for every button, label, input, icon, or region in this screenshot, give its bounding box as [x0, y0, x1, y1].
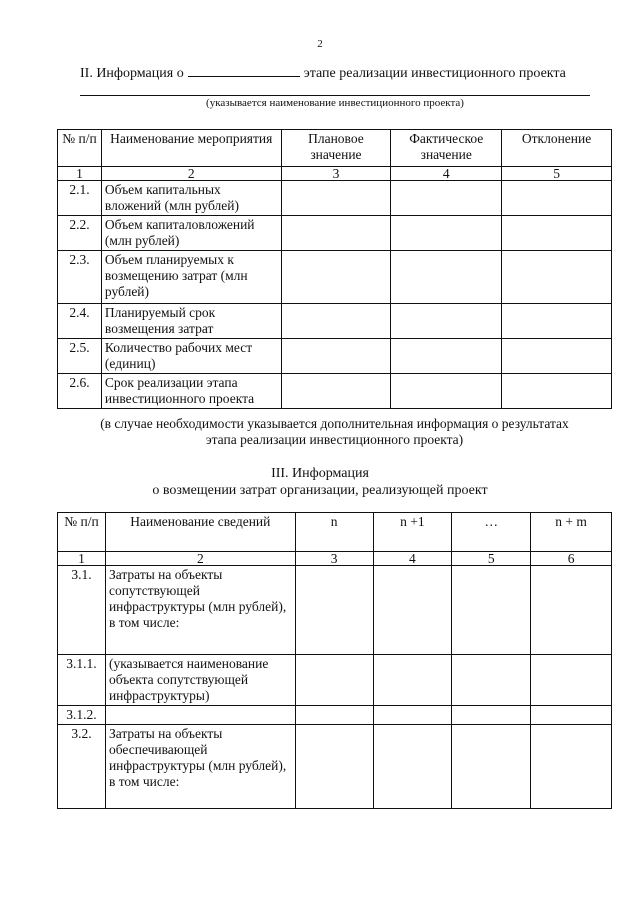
- table-row: [58, 339, 612, 374]
- header-name: Наименование сведений: [105, 513, 295, 552]
- table-row: [58, 566, 612, 655]
- project-name-line: [80, 95, 590, 96]
- header-year-n: n: [295, 513, 373, 552]
- row-number: 3.2.: [58, 725, 106, 809]
- row-number: 3.1.: [58, 566, 106, 655]
- row-label: [105, 706, 295, 725]
- actual-cell: [391, 216, 502, 251]
- deviation-cell: [502, 251, 612, 304]
- section-3-table: [57, 512, 612, 809]
- table-row: [58, 304, 612, 339]
- row-number: 2.6.: [58, 374, 102, 409]
- value-cell: [373, 706, 452, 725]
- actual-cell: [391, 374, 502, 409]
- note-line: этапа реализации инвестиционного проекта): [205, 432, 464, 447]
- deviation-cell: [502, 304, 612, 339]
- column-index-row: [58, 167, 612, 181]
- page-number: 2: [317, 38, 323, 50]
- table-row: [58, 374, 612, 409]
- column-index: 6: [531, 552, 612, 566]
- column-index: 2: [101, 167, 281, 181]
- stage-blank-line: [188, 64, 300, 77]
- value-cell: [452, 566, 531, 655]
- row-number: 2.2.: [58, 216, 102, 251]
- table-row: [58, 181, 612, 216]
- planned-cell: [281, 374, 391, 409]
- value-cell: [295, 725, 373, 809]
- row-number: 2.5.: [58, 339, 102, 374]
- row-label: Срок реализации этапа инвестиционного проекта: [101, 374, 281, 409]
- table-row: [58, 216, 612, 251]
- actual-cell: [391, 304, 502, 339]
- value-cell: [531, 725, 612, 809]
- additional-info-note: [57, 416, 612, 448]
- table-header-row: [58, 513, 612, 552]
- section-3-title: III. Информация: [271, 466, 369, 481]
- header-ellipsis: …: [452, 513, 531, 552]
- column-index: 2: [105, 552, 295, 566]
- project-name-caption: (указывается наименование инвестиционного проекта): [206, 97, 464, 109]
- row-number: 2.4.: [58, 304, 102, 339]
- row-label: Объем планируемых к возмещению затрат (млн рублей): [101, 251, 281, 304]
- value-cell: [531, 706, 612, 725]
- table-row: [58, 655, 612, 706]
- column-index: 1: [58, 552, 106, 566]
- planned-cell: [281, 181, 391, 216]
- section-3-subtitle: о возмещении затрат организации, реализующей проект: [152, 483, 488, 498]
- value-cell: [295, 655, 373, 706]
- row-label: (указывается наименование объекта сопутствующей инфраструктуры): [105, 655, 295, 706]
- table-row: [58, 251, 612, 304]
- value-cell: [531, 566, 612, 655]
- value-cell: [531, 655, 612, 706]
- row-label: Затраты на объекты обеспечивающей инфраструктуры (млн рублей), в том числе:: [105, 725, 295, 809]
- value-cell: [295, 566, 373, 655]
- actual-cell: [391, 181, 502, 216]
- header-planned: Плановое значение: [281, 130, 391, 167]
- column-index: 3: [281, 167, 391, 181]
- column-index: 1: [58, 167, 102, 181]
- deviation-cell: [502, 181, 612, 216]
- row-label: Объем капитальных вложений (млн рублей): [101, 181, 281, 216]
- row-number: 2.1.: [58, 181, 102, 216]
- row-number: 2.3.: [58, 251, 102, 304]
- header-year-nm: n + m: [531, 513, 612, 552]
- row-label: Планируемый срок возмещения затрат: [101, 304, 281, 339]
- deviation-cell: [502, 339, 612, 374]
- value-cell: [452, 655, 531, 706]
- row-number: 3.1.2.: [58, 706, 106, 725]
- header-num: № п/п: [58, 513, 106, 552]
- value-cell: [452, 706, 531, 725]
- value-cell: [373, 655, 452, 706]
- header-deviation: Отклонение: [502, 130, 612, 167]
- deviation-cell: [502, 216, 612, 251]
- column-index: 4: [391, 167, 502, 181]
- planned-cell: [281, 304, 391, 339]
- value-cell: [452, 725, 531, 809]
- column-index: 5: [452, 552, 531, 566]
- row-label: Затраты на объекты сопутствующей инфраструктуры (млн рублей), в том числе:: [105, 566, 295, 655]
- row-label: Объем капиталовложений (млн рублей): [101, 216, 281, 251]
- row-number: 3.1.1.: [58, 655, 106, 706]
- column-index: 3: [295, 552, 373, 566]
- table-header-row: [58, 130, 612, 167]
- column-index: 4: [373, 552, 452, 566]
- planned-cell: [281, 339, 391, 374]
- section-2-table: [57, 129, 612, 409]
- column-index-row: [58, 552, 612, 566]
- header-actual: Фактическое значение: [391, 130, 502, 167]
- actual-cell: [391, 339, 502, 374]
- section-2-title-suffix: этапе реализации инвестиционного проекта: [303, 66, 566, 81]
- table-row: [58, 706, 612, 725]
- header-num: № п/п: [58, 130, 102, 167]
- note-line: (в случае необходимости указывается дополнительная информация о результатах: [100, 416, 569, 431]
- value-cell: [295, 706, 373, 725]
- column-index: 5: [502, 167, 612, 181]
- table-row: [58, 725, 612, 809]
- section-2-title: [80, 64, 566, 82]
- header-year-n1: n +1: [373, 513, 452, 552]
- value-cell: [373, 725, 452, 809]
- planned-cell: [281, 251, 391, 304]
- deviation-cell: [502, 374, 612, 409]
- value-cell: [373, 566, 452, 655]
- row-label: Количество рабочих мест (единиц): [101, 339, 281, 374]
- section-2-title-prefix: II. Информация о: [80, 66, 184, 81]
- actual-cell: [391, 251, 502, 304]
- header-name: Наименование мероприятия: [101, 130, 281, 167]
- planned-cell: [281, 216, 391, 251]
